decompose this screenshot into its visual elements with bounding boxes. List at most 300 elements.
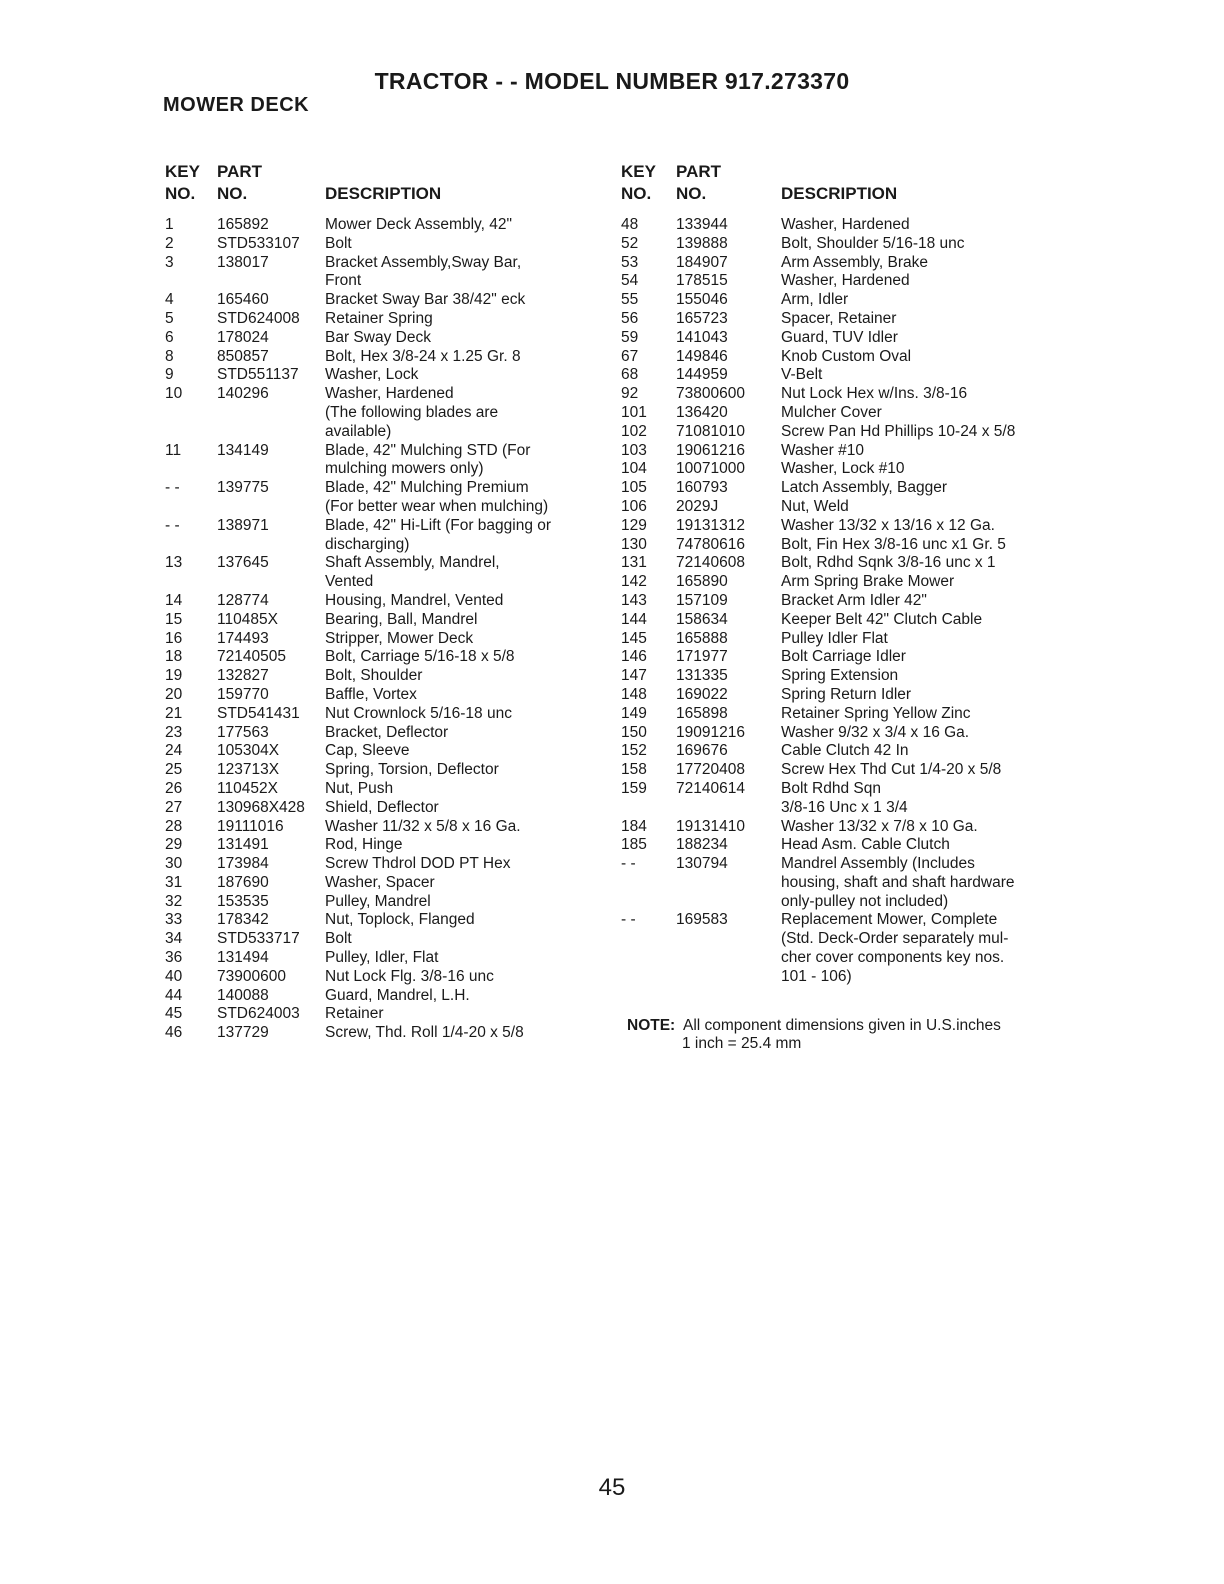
description: Mulcher Cover (781, 403, 882, 421)
description: Shaft Assembly, Mandrel, Vented (325, 554, 500, 591)
description: Blade, 42" Mulching Premium (For better wear when mulching) (325, 479, 549, 515)
part-no: 110452X (217, 779, 278, 797)
table-row (621, 780, 1061, 818)
table-row (165, 329, 595, 348)
table-row (621, 855, 1061, 911)
key-no: 103 (621, 441, 647, 459)
key-no: 102 (621, 422, 647, 440)
description: Replacement Mower, Complete (Std. Deck-Order separately mul- cher cover components key nos. 101 - 106) (781, 911, 1009, 985)
key-no: 15 (165, 610, 183, 628)
part-no: STD533717 (217, 930, 300, 948)
table-row (621, 705, 1061, 724)
part-no: 138017 (217, 253, 269, 271)
part-no: 17720408 (676, 761, 745, 779)
table-row (621, 517, 1061, 536)
table-row (621, 442, 1061, 461)
part-no: 169676 (676, 742, 728, 760)
table-row (621, 648, 1061, 667)
table-row (165, 517, 595, 555)
part-no: 159770 (217, 685, 269, 703)
part-no: 130794 (676, 855, 728, 873)
part-no: 138971 (217, 516, 269, 534)
description: Nut, Push (325, 779, 394, 797)
part-no: 19131312 (676, 516, 745, 534)
part-no: 137729 (217, 1024, 269, 1042)
page-number: 45 (598, 1474, 626, 1501)
part-no: 2029J (676, 497, 719, 515)
table-row (165, 780, 595, 799)
part-no: 140296 (217, 385, 269, 403)
description: Bolt (325, 930, 352, 948)
part-no: 137645 (217, 554, 269, 572)
description: Bolt, Hex 3/8-24 x 1.25 Gr. 8 (325, 347, 521, 365)
table-row (165, 855, 595, 874)
description: Washer 9/32 x 3/4 x 16 Ga. (781, 723, 970, 741)
table-row (621, 498, 1061, 517)
part-header-line2: NO. (217, 184, 248, 203)
table-row (621, 611, 1061, 630)
part-no: 131491 (217, 836, 269, 854)
table-row (621, 761, 1061, 780)
table-row (165, 968, 595, 987)
part-no: 173984 (217, 855, 269, 873)
key-no: 44 (165, 986, 183, 1004)
table-row (165, 893, 595, 912)
page-title: TRACTOR - - MODEL NUMBER 917.273370 (374, 68, 850, 94)
key-no: 143 (621, 591, 647, 609)
part-no: 132827 (217, 667, 269, 685)
note-conversion: 1 inch = 25.4 mm (682, 1035, 802, 1052)
key-no: 25 (165, 761, 183, 779)
key-header-line2: NO. (165, 184, 196, 203)
description: Spring Return Idler (781, 685, 912, 703)
part-no: 144959 (676, 366, 728, 384)
table-row (165, 310, 595, 329)
description: Nut, Weld (781, 497, 849, 515)
key-no: 13 (165, 554, 183, 572)
table-row (621, 366, 1061, 385)
part-no: 184907 (676, 253, 728, 271)
key-no: 45 (165, 1005, 183, 1023)
part-no: STD551137 (217, 366, 299, 384)
table-row (165, 911, 595, 930)
description: Nut Lock Flg. 3/8-16 unc (325, 967, 494, 985)
part-no: 165892 (217, 216, 269, 233)
table-row (621, 592, 1061, 611)
key-no: 130 (621, 535, 647, 553)
description: Bracket Sway Bar 38/42" eck (325, 291, 526, 309)
section-title: MOWER DECK (163, 94, 310, 116)
description: Pulley, Mandrel (325, 892, 431, 910)
description: Washer 13/32 x 13/16 x 12 Ga. (781, 516, 995, 534)
description: Stripper, Mower Deck (325, 629, 474, 647)
table-row (621, 479, 1061, 498)
key-no: 68 (621, 366, 639, 384)
key-no: 27 (165, 798, 183, 816)
table-row (165, 348, 595, 367)
table-row (165, 874, 595, 893)
table-row (621, 254, 1061, 273)
key-no: 129 (621, 516, 647, 534)
key-no: 106 (621, 497, 647, 515)
parts-table-right (621, 162, 1061, 987)
part-no: 19061216 (676, 441, 745, 459)
key-no: - - (621, 855, 636, 873)
table-row (621, 310, 1061, 329)
description: Guard, Mandrel, L.H. (325, 986, 470, 1004)
part-no: 19131410 (676, 817, 745, 835)
table-row (165, 630, 595, 649)
description: Head Asm. Cable Clutch (781, 836, 950, 854)
description: Bar Sway Deck (325, 328, 431, 346)
table-row (165, 366, 595, 385)
table-row (621, 460, 1061, 479)
description: Mower Deck Assembly, 42" (325, 216, 512, 233)
key-no: 4 (165, 291, 174, 309)
description: Bracket Arm Idler 42" (781, 591, 927, 609)
table-row (621, 272, 1061, 291)
part-no: 72140608 (676, 554, 745, 572)
key-no: 53 (621, 253, 639, 271)
table-row (165, 291, 595, 310)
description: Mandrel Assembly (Includes housing, shaft and shaft hardware only-pulley not included) (781, 855, 1015, 910)
part-no: 110485X (217, 610, 278, 628)
key-no: 52 (621, 234, 639, 252)
key-no: 16 (165, 629, 183, 647)
part-no: STD533107 (217, 234, 300, 252)
part-header-line1: PART (217, 162, 263, 181)
key-no: 145 (621, 629, 647, 647)
table-row (165, 592, 595, 611)
part-no: 169583 (676, 911, 728, 929)
table-row (621, 554, 1061, 573)
description: Bolt, Shoulder (325, 667, 423, 685)
description: Shield, Deflector (325, 798, 439, 816)
table-row (165, 836, 595, 855)
description: Retainer Spring Yellow Zinc (781, 704, 971, 722)
key-no: 32 (165, 892, 183, 910)
description: Washer, Spacer (325, 873, 435, 891)
description: Nut Crownlock 5/16-18 unc (325, 704, 512, 722)
description: Arm Assembly, Brake (781, 253, 929, 271)
part-no: STD624003 (217, 1005, 300, 1023)
key-no: 20 (165, 685, 183, 703)
table-row (621, 404, 1061, 423)
table-row (165, 648, 595, 667)
table-row (621, 536, 1061, 555)
table-row (621, 235, 1061, 254)
key-no: 11 (165, 441, 182, 459)
key-no: 149 (621, 704, 647, 722)
part-no: 178342 (217, 911, 269, 929)
key-no: 150 (621, 723, 647, 741)
description: Washer 11/32 x 5/8 x 16 Ga. (325, 817, 521, 835)
key-no: 24 (165, 742, 183, 760)
part-no: 141043 (676, 328, 728, 346)
part-no: 174493 (217, 629, 269, 647)
table-row (165, 818, 595, 837)
table-row (165, 1005, 595, 1024)
key-no: 30 (165, 855, 183, 873)
key-no: - - (165, 516, 180, 534)
table-row (165, 742, 595, 761)
table-header (621, 162, 1061, 206)
key-no: 14 (165, 591, 183, 609)
description: Bracket, Deflector (325, 723, 449, 741)
description: Latch Assembly, Bagger (781, 479, 947, 497)
part-header-line1: PART (676, 162, 722, 181)
table-row (621, 911, 1061, 986)
table-row (165, 705, 595, 724)
table-row (165, 667, 595, 686)
key-no: 1 (165, 216, 174, 233)
description: Washer, Hardened (781, 272, 910, 290)
key-no: 92 (621, 385, 639, 403)
key-no: 105 (621, 479, 647, 497)
part-no: 177563 (217, 723, 269, 741)
table-row (621, 423, 1061, 442)
key-no: 158 (621, 761, 647, 779)
key-no: 40 (165, 967, 183, 985)
table-row (621, 216, 1061, 235)
key-no: 9 (165, 366, 174, 384)
description: Pulley Idler Flat (781, 629, 888, 647)
table-row (165, 235, 595, 254)
table-body (165, 216, 595, 1043)
key-no: 152 (621, 742, 647, 760)
table-row (621, 348, 1061, 367)
key-no: 19 (165, 667, 183, 685)
part-no: 139775 (217, 479, 269, 497)
part-no: 187690 (217, 873, 269, 891)
key-no: 21 (165, 704, 183, 722)
part-no: 158634 (676, 610, 728, 628)
key-no: 23 (165, 723, 183, 741)
key-no: 148 (621, 685, 647, 703)
part-no: 178515 (676, 272, 728, 290)
part-no: 73900600 (217, 967, 286, 985)
description: Screw, Thd. Roll 1/4-20 x 5/8 (325, 1024, 524, 1042)
description: Screw Pan Hd Phillips 10-24 x 5/8 (781, 422, 1016, 440)
description: Blade, 42" Hi-Lift (For bagging or discharging) (325, 516, 552, 553)
part-no: 123713X (217, 761, 280, 779)
table-row (165, 554, 595, 592)
table-row (621, 385, 1061, 404)
description: Bolt, Fin Hex 3/8-16 unc x1 Gr. 5 (781, 535, 1006, 553)
table-row (165, 799, 595, 818)
key-no: 29 (165, 836, 183, 854)
description: Knob Custom Oval (781, 347, 912, 365)
key-header-line2: NO. (621, 184, 652, 203)
description: Cable Clutch 42 In (781, 742, 909, 760)
description: Nut Lock Hex w/Ins. 3/8-16 (781, 385, 968, 403)
table-row (165, 254, 595, 292)
part-no: 139888 (676, 234, 728, 252)
description: Retainer (325, 1005, 384, 1023)
part-no: 131494 (217, 949, 269, 967)
table-row (165, 761, 595, 780)
part-no: 10071000 (676, 460, 745, 478)
note-label: NOTE: (627, 1017, 676, 1034)
table-row (165, 724, 595, 743)
key-no: 54 (621, 272, 639, 290)
part-no: 131335 (676, 667, 728, 685)
part-no: 71081010 (676, 422, 745, 440)
table-row (621, 630, 1061, 649)
key-no: - - (165, 479, 180, 497)
key-no: 26 (165, 779, 183, 797)
key-header-line1: KEY (165, 162, 200, 181)
part-header-line2: NO. (676, 184, 707, 203)
description-header: DESCRIPTION (781, 184, 898, 203)
description: Bolt, Carriage 5/16-18 x 5/8 (325, 648, 515, 666)
table-row (165, 611, 595, 630)
description-header: DESCRIPTION (325, 184, 442, 203)
description: Housing, Mandrel, Vented (325, 591, 504, 609)
table-row (621, 686, 1061, 705)
description: Spring Extension (781, 667, 899, 685)
key-no: 144 (621, 610, 647, 628)
key-no: 146 (621, 648, 647, 666)
description: Bolt, Rdhd Sqnk 3/8-16 unc x 1 (781, 554, 996, 572)
part-no: 134149 (217, 441, 269, 459)
part-no: STD541431 (217, 704, 300, 722)
part-no: 165723 (676, 309, 728, 327)
description: Bracket Assembly,Sway Bar, Front (325, 253, 522, 290)
part-no: 105304X (217, 742, 280, 760)
table-row (165, 930, 595, 949)
note-text: All component dimensions given in U.S.inches (682, 1017, 1001, 1034)
description: V-Belt (781, 366, 823, 384)
description: Arm Spring Brake Mower (781, 573, 955, 591)
key-no: 48 (621, 216, 639, 233)
key-no: 147 (621, 667, 647, 685)
part-no: 128774 (217, 591, 269, 609)
key-no: 101 (621, 403, 647, 421)
key-no: 5 (165, 309, 174, 327)
description: Arm, Idler (781, 291, 849, 309)
part-no: 72140614 (676, 779, 745, 797)
key-no: 34 (165, 930, 183, 948)
part-no: 73800600 (676, 385, 745, 403)
key-no: - - (621, 911, 636, 929)
parts-table-left (165, 162, 595, 1043)
table-row (165, 385, 595, 441)
table-row (165, 1024, 595, 1043)
table-header (165, 162, 595, 206)
description: Pulley, Idler, Flat (325, 949, 439, 967)
part-no: 133944 (676, 216, 728, 233)
table-row (621, 573, 1061, 592)
description: Blade, 42" Mulching STD (For mulching mowers only) (325, 441, 531, 478)
part-no: 157109 (676, 591, 728, 609)
description: Washer, Hardened (The following blades are available) (325, 385, 499, 440)
key-no: 6 (165, 328, 174, 346)
key-no: 185 (621, 836, 647, 854)
description: Bearing, Ball, Mandrel (325, 610, 478, 628)
description: Retainer Spring (325, 309, 433, 327)
description: Washer, Lock (325, 366, 419, 384)
key-no: 55 (621, 291, 639, 309)
description: Bolt Carriage Idler (781, 648, 906, 666)
key-no: 159 (621, 779, 647, 797)
key-no: 67 (621, 347, 639, 365)
key-no: 46 (165, 1024, 183, 1042)
key-no: 3 (165, 253, 174, 271)
description: Washer, Hardened (781, 216, 910, 233)
description: Screw Hex Thd Cut 1/4-20 x 5/8 (781, 761, 1002, 779)
part-no: 19111016 (217, 817, 284, 835)
part-no: 155046 (676, 291, 728, 309)
dimension-note (627, 1017, 1001, 1053)
description: Bolt, Shoulder 5/16-18 unc (781, 234, 965, 252)
table-row (165, 216, 595, 235)
key-no: 33 (165, 911, 183, 929)
part-no: 149846 (676, 347, 728, 365)
part-no: 19091216 (676, 723, 745, 741)
key-no: 56 (621, 309, 639, 327)
description: Washer 13/32 x 7/8 x 10 Ga. (781, 817, 978, 835)
description: Cap, Sleeve (325, 742, 410, 760)
description: Bolt Rdhd Sqn 3/8-16 Unc x 1 3/4 (781, 779, 908, 816)
description: Baffle, Vortex (325, 685, 417, 703)
part-no: 136420 (676, 403, 728, 421)
table-body (621, 216, 1061, 987)
part-no: 130968X428 (217, 798, 305, 816)
part-no: 153535 (217, 892, 269, 910)
key-no: 59 (621, 328, 639, 346)
key-no: 104 (621, 460, 647, 478)
description: Rod, Hinge (325, 836, 403, 854)
table-row (165, 686, 595, 705)
key-no: 8 (165, 347, 174, 365)
table-row (165, 949, 595, 968)
part-no: 165460 (217, 291, 269, 309)
key-no: 2 (165, 234, 174, 252)
table-row (621, 329, 1061, 348)
description: Spring, Torsion, Deflector (325, 761, 499, 779)
description: Bolt (325, 234, 352, 252)
part-no: 74780616 (676, 535, 745, 553)
table-row (621, 724, 1061, 743)
description: Washer, Lock #10 (781, 460, 905, 478)
part-no: 178024 (217, 328, 269, 346)
table-row (621, 667, 1061, 686)
key-header-line1: KEY (621, 162, 656, 181)
description: Nut, Toplock, Flanged (325, 911, 475, 929)
part-no: 169022 (676, 685, 728, 703)
part-no: 72140505 (217, 648, 286, 666)
key-no: 18 (165, 648, 183, 666)
part-no: 165898 (676, 704, 728, 722)
key-no: 142 (621, 573, 647, 591)
key-no: 36 (165, 949, 183, 967)
table-row (165, 987, 595, 1006)
part-no: 188234 (676, 836, 728, 854)
part-no: 171977 (676, 648, 728, 666)
key-no: 28 (165, 817, 183, 835)
description: Washer #10 (781, 441, 864, 459)
key-no: 31 (165, 873, 183, 891)
table-row (621, 836, 1061, 855)
key-no: 131 (621, 554, 647, 572)
part-no: STD624008 (217, 309, 300, 327)
table-row (621, 291, 1061, 310)
description: Guard, TUV Idler (781, 328, 898, 346)
part-no: 160793 (676, 479, 728, 497)
table-row (621, 742, 1061, 761)
description: Spacer, Retainer (781, 309, 897, 327)
